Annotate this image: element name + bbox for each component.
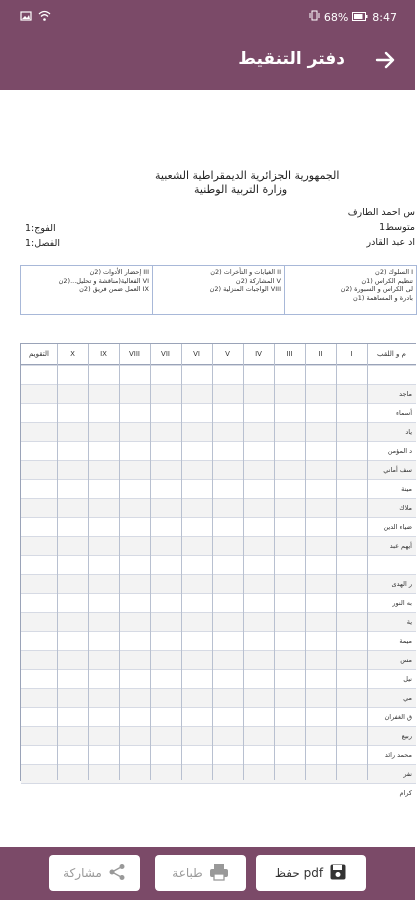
legend-item: VI الفعالية(مناقشة و تحليل...(2ن	[58, 276, 149, 285]
table-row	[21, 707, 416, 727]
document-preview[interactable]	[0, 90, 415, 847]
share-label: مشاركة	[63, 866, 102, 880]
student-name: ياد	[405, 428, 412, 436]
table-row	[21, 574, 416, 594]
back-arrow-icon[interactable]	[373, 48, 397, 72]
criteria-legend	[20, 265, 417, 315]
column-divider	[305, 344, 306, 780]
student-name: مي	[403, 694, 412, 702]
column-divider	[336, 344, 337, 780]
column-header-x: X	[70, 350, 75, 358]
table-row	[21, 555, 416, 575]
app-bar	[0, 34, 415, 90]
grades-table	[20, 343, 416, 797]
column-divider	[57, 344, 58, 780]
column-divider	[367, 344, 368, 780]
student-name: ر الهدى	[391, 580, 412, 588]
legend-item: تنظيم الكراس (1ن	[361, 276, 413, 285]
table-row	[21, 783, 416, 803]
print-label: طباعة	[172, 866, 203, 880]
page-title: دفتر التنقيط	[238, 49, 345, 69]
column-divider	[212, 344, 213, 780]
student-name: نيل	[403, 675, 412, 683]
column-header-vi: VI	[193, 350, 200, 358]
battery-icon	[352, 11, 368, 24]
column-header-name: م و اللقب	[377, 350, 406, 358]
column-header-iv: IV	[255, 350, 262, 358]
table-row	[21, 536, 416, 556]
column-header-ii: II	[318, 350, 323, 358]
table-row	[21, 669, 416, 689]
table-row	[21, 517, 416, 537]
student-name: د المؤمن	[387, 447, 412, 455]
table-row	[21, 764, 416, 784]
column-divider	[181, 344, 182, 780]
table-row	[21, 631, 416, 651]
student-name: مس	[400, 656, 412, 664]
republic-heading: الجمهورية الجزائرية الديمقراطية الشعبية	[155, 169, 340, 182]
column-header-evaluation: التقويم	[29, 350, 49, 358]
column-divider	[150, 344, 151, 780]
save-icon	[329, 863, 347, 884]
column-divider	[119, 344, 120, 780]
legend-item: لى الكراس و السبورة (2ن	[340, 285, 413, 293]
student-name: ميمة	[399, 637, 412, 645]
column-header-vii: VII	[161, 350, 170, 358]
table-row	[21, 650, 416, 670]
column-header-ix: IX	[100, 350, 107, 358]
table-row	[21, 726, 416, 746]
action-bar	[0, 847, 415, 900]
column-divider	[88, 344, 89, 780]
student-name: به النور	[392, 599, 412, 607]
column-header-v: V	[225, 350, 230, 358]
student-name: ية	[406, 618, 412, 626]
student-name: كرام	[399, 789, 412, 797]
legend-item: VIII الواجبات المنزلية (2ن	[209, 285, 281, 293]
table-row	[21, 745, 416, 765]
semester-label: الفصل:1	[25, 238, 61, 249]
student-name: ضياء الدين	[383, 523, 412, 531]
legend-column	[21, 266, 152, 314]
share-icon	[108, 863, 126, 884]
student-name: مينة	[401, 485, 412, 493]
column-header-i: I	[350, 350, 353, 358]
table-row	[21, 498, 416, 518]
legend-item: بادرة و المساهمة (1ن	[352, 293, 413, 302]
table-row	[21, 403, 416, 423]
student-name: أسماء	[395, 409, 412, 417]
wifi-icon	[38, 10, 51, 25]
legend-item: I السلوك (2ن	[375, 268, 413, 276]
teacher-name: اد عبد القادر	[366, 237, 415, 248]
gallery-icon	[20, 10, 32, 25]
student-name: ملاك	[399, 504, 412, 512]
class-level: متوسط1	[379, 222, 415, 233]
print-button[interactable]	[155, 855, 246, 891]
ministry-heading: وزارة التربية الوطنية	[194, 183, 288, 196]
clock: 8:47	[372, 10, 397, 24]
legend-item: III إحضار الأدوات (2ن	[89, 268, 149, 276]
column-header-iii: III	[286, 350, 293, 358]
column-header-viii: VIII	[129, 350, 140, 358]
table-row	[21, 460, 416, 480]
student-name: ربيع	[401, 732, 412, 740]
legend-column	[152, 266, 284, 314]
battery-level: 68%	[323, 10, 349, 24]
school-name: س احمد الطارف	[347, 207, 415, 218]
legend-item: II الغيابات و التأخرات (2ن	[210, 268, 281, 276]
student-name: ق الغفران	[384, 713, 412, 721]
student-name: ماجد	[399, 390, 412, 398]
status-bar	[0, 0, 415, 34]
student-name: محمد رائد	[384, 751, 412, 759]
save-pdf-button[interactable]	[256, 855, 366, 891]
group-label: الفوج:1	[25, 223, 56, 234]
share-button[interactable]	[49, 855, 140, 891]
vibrate-icon	[309, 10, 320, 24]
student-name: سف أماني	[383, 466, 412, 474]
column-divider	[274, 344, 275, 780]
legend-column	[284, 266, 416, 314]
table-row	[21, 688, 416, 708]
printer-icon	[209, 863, 229, 884]
student-name: أيهم عبد	[389, 542, 412, 550]
legend-item: V المشاركة (2ن	[235, 276, 281, 285]
student-name: نفر	[403, 770, 412, 778]
table-row	[21, 479, 416, 499]
table-row	[21, 593, 416, 613]
legend-item: IX العمل ضمن فريق (2ن	[79, 285, 149, 293]
table-row	[21, 384, 416, 404]
table-row	[21, 441, 416, 461]
save-pdf-label: حفظ pdf	[274, 866, 324, 880]
table-row	[21, 365, 416, 385]
column-divider	[243, 344, 244, 780]
table-row	[21, 612, 416, 632]
table-row	[21, 422, 416, 442]
